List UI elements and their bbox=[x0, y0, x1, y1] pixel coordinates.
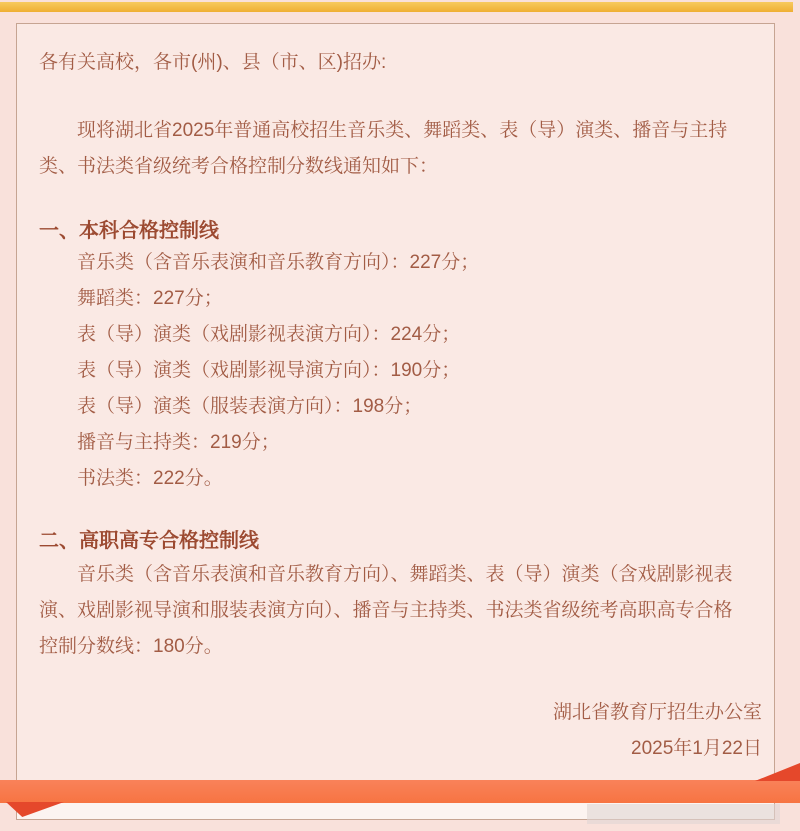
salutation-line: 各有关高校，各市(州)、县（市、区)招办: bbox=[39, 52, 387, 73]
gaozhi-line-3: 控制分数线：180分。 bbox=[39, 636, 223, 657]
section-heading-benke: 一、本科合格控制线 bbox=[39, 220, 219, 242]
score-line-music: 音乐类（含音乐表演和音乐教育方向）：227分； bbox=[77, 252, 480, 273]
shadow-block bbox=[587, 804, 780, 824]
gaozhi-paragraph bbox=[39, 557, 752, 665]
score-line-dance: 舞蹈类：227分； bbox=[77, 288, 223, 309]
intro-paragraph bbox=[39, 113, 752, 185]
notice-card bbox=[16, 23, 775, 820]
score-line-acting-directing: 表（导）演类（戏剧影视导演方向）：190分； bbox=[77, 360, 461, 381]
score-line-fashion-performance: 表（导）演类（服装表演方向）：198分； bbox=[77, 396, 423, 417]
score-line-calligraphy: 书法类：222分。 bbox=[77, 468, 223, 489]
intro-line-1: 现将湖北省2025年普通高校招生音乐类、舞蹈类、表（导）演类、播音与主持 bbox=[77, 120, 728, 141]
signature-date: 2025年1月22日 bbox=[631, 738, 762, 759]
signature-block bbox=[39, 695, 762, 767]
top-accent-bar bbox=[0, 2, 793, 12]
gaozhi-line-1: 音乐类（含音乐表演和音乐教育方向）、舞蹈类、表（导）演类（含戏剧影视表 bbox=[77, 564, 733, 585]
intro-line-2: 类、书法类省级统考合格控制分数线通知如下： bbox=[39, 156, 439, 177]
signature-organization: 湖北省教育厅招生办公室 bbox=[552, 702, 762, 723]
section-heading-gaozhi: 二、高职高专合格控制线 bbox=[39, 530, 259, 552]
gaozhi-line-2: 演、戏剧影视导演和服装表演方向）、播音与主持类、书法类省级统考高职高专合格 bbox=[39, 600, 733, 621]
benke-score-list bbox=[39, 245, 752, 497]
score-line-broadcasting: 播音与主持类：219分； bbox=[77, 432, 280, 453]
bottom-ribbon bbox=[0, 780, 800, 803]
score-line-acting-performance: 表（导）演类（戏剧影视表演方向）：224分； bbox=[77, 324, 461, 345]
